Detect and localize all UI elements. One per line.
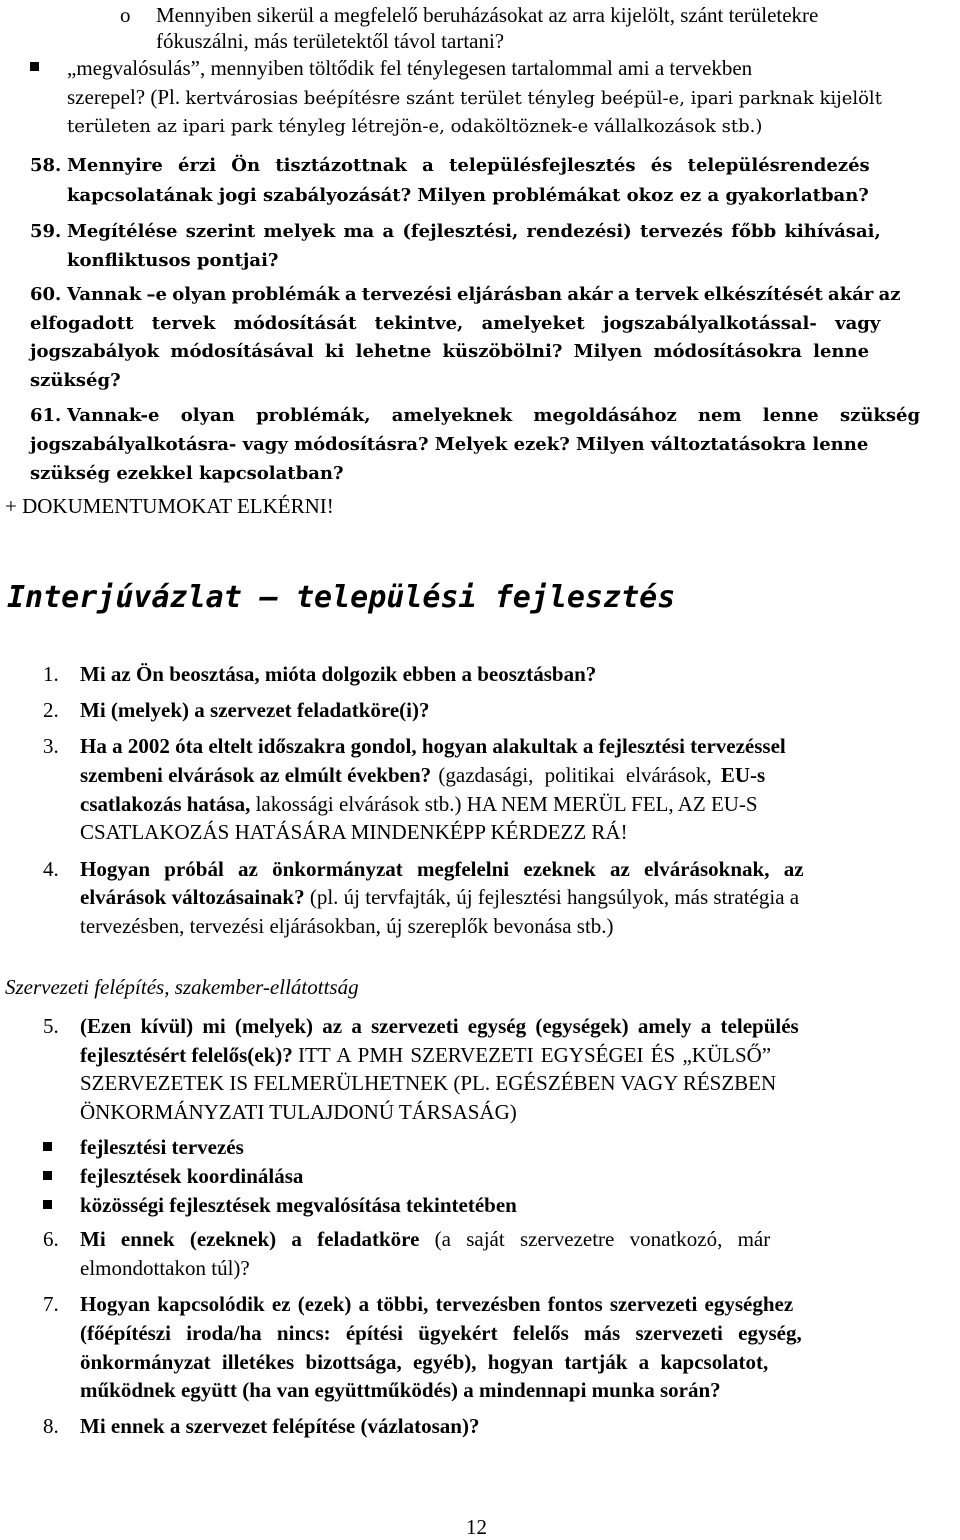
text-b: (pl. új tervfajták, új fejlesztési hangsúlyok, más stratégia a [309, 885, 800, 909]
q61-line2: jogszabályalkotásra- vagy módosításra? Melyek ezek? Milyen változtatásokra lenne [30, 434, 869, 455]
item-6-line1 [80, 1226, 770, 1252]
item-1-text: Mi az Ön beosztása, mióta dolgozik ebben a beosztásban? [80, 662, 597, 686]
text-b: (gazdasági, politikai elvárások, [438, 763, 712, 787]
item-5-line1: (Ezen kívül) mi (melyek) az a szervezeti egység (egységek) amely a település [80, 1014, 799, 1038]
text: Mennyiben sikerül a megfelelő beruházásokat az arra kijelölt, szánt területekre [156, 3, 819, 27]
q59-line1: Megítélése szerint melyek ma a (fejlesztési, rendezési) tervezés főbb kihívásai, [67, 221, 881, 242]
text-c: EU-s [720, 763, 766, 787]
item-3-line3 [80, 791, 758, 817]
square-bullet-icon [43, 1200, 52, 1209]
item-5-number: 5. [43, 1014, 59, 1038]
item-4-line2 [80, 884, 799, 910]
q60-number: 60. [30, 284, 62, 305]
q60-line3: jogszabályok módosításával ki lehetne küszöbölni? Milyen módosításokra lenne [30, 341, 870, 362]
q60-line4: szükség? [30, 370, 121, 391]
square-bullet-icon [43, 1171, 52, 1180]
square-bullet-icon [43, 1142, 52, 1151]
item-3-line4: CSATLAKOZÁS HATÁSÁRA MINDENKÉPP KÉRDEZZ RÁ! [80, 820, 628, 844]
sq-item-line2 [67, 84, 882, 112]
item-8-number: 8. [43, 1414, 59, 1438]
item-3-line2 [80, 762, 765, 788]
item-7-line1: Hogyan kapcsolódik ez (ezek) a többi, tervezésben fontos szervezeti egységhez [80, 1292, 794, 1316]
subheading: Szervezeti felépítés, szakember-ellátottság [5, 975, 359, 999]
q61-number: 61. [30, 405, 62, 426]
q60-line2: elfogadott tervek módosítását tekintve, amelyeket jogszabályalkotással- vagy [30, 313, 881, 334]
item-4-line3: tervezésben, tervezési eljárásokban, új szereplők bevonása stb.) [80, 914, 614, 938]
square-bullet-icon [30, 62, 39, 71]
q58-line1: Mennyire érzi Ön tisztázottnak a településfejlesztés és településrendezés [67, 155, 870, 176]
text-b: (a saját szervezetre vonatkozó, már [434, 1227, 771, 1251]
item-3-line1: Ha a 2002 óta eltelt időszakra gondol, hogyan alakultak a fejlesztési tervezéssel [80, 734, 786, 758]
bullet-item-3: közösségi fejlesztések megvalósítása tekintetében [80, 1193, 517, 1217]
item-8-text: Mi ennek a szervezet felépítése (vázlatosan)? [80, 1414, 480, 1438]
text-a: fejlesztésért felelős(ek)? [80, 1043, 293, 1067]
text-b: lakossági elvárások stb.) HA NEM MERÜL FEL, AZ EU-S [255, 792, 758, 816]
q59-line2: konfliktusos pontjai? [67, 250, 279, 271]
item-7-number: 7. [43, 1292, 59, 1316]
text: „megvalósulás”, mennyiben töltődik fel ténylegesen tartalommal ami a tervekben [67, 56, 753, 80]
q59-number: 59. [30, 221, 62, 242]
q58-number: 58. [30, 155, 62, 176]
item-4-number: 4. [43, 857, 59, 881]
request-documents-note: + DOKUMENTUMOKAT ELKÉRNI! [5, 494, 334, 518]
q61-line3: szükség ezekkel kapcsolatban? [30, 463, 344, 484]
item-6-number: 6. [43, 1227, 59, 1251]
section-heading: Interjúvázlat – települési fejlesztés [7, 580, 676, 615]
q61-line1: Vannak-e olyan problémák, amelyeknek megoldásához nem lenne szükség [67, 405, 921, 426]
text-a: Mi ennek (ezeknek) a feladatköre [80, 1227, 420, 1251]
bullet-o: o [120, 3, 131, 27]
item-2-number: 2. [43, 698, 59, 722]
item-7-line2: (főépítészi iroda/ha nincs: építési ügyekért felelős más szervezeti egység, [80, 1321, 802, 1345]
item-5-line2 [80, 1042, 771, 1068]
item-5-line4: ÖNKORMÁNYZATI TULAJDONÚ TÁRSASÁG) [80, 1100, 517, 1124]
text-a: elvárások változásainak? [80, 885, 305, 909]
text-a: szembeni elvárások az elmúlt években? [80, 763, 432, 787]
sq-item-line3: területen az ipari park tényleg létrejön-e, odaköltöznek-e vállalkozások stb.) [67, 116, 763, 137]
text-b: kertvárosias beépítésre szánt terület tényleg beépül-e, ipari parknak kijelölt [185, 88, 882, 109]
item-4-line1: Hogyan próbál az önkormányzat megfelelni ezeknek az elvárásoknak, az [80, 857, 804, 881]
text-a: csatlakozás hatása, [80, 792, 251, 816]
sq-item-line1 [67, 55, 954, 81]
q60-line1: Vannak –e olyan problémák a tervezési eljárásban akár a tervek elkészítését akár az [67, 284, 901, 305]
item-2-text: Mi (melyek) a szervezet feladatköre(i)? [80, 698, 430, 722]
o-item-line1 [156, 2, 956, 28]
item-7-line4: működnek együtt (ha van együttműködés) a mindennapi munka során? [80, 1378, 721, 1402]
item-7-line3: önkormányzat illetékes bizottsága, egyéb), hogyan tartják a kapcsolatot, [80, 1350, 769, 1374]
item-6-line2: elmondottakon túl)? [80, 1256, 250, 1280]
o-item-line2: fókuszálni, más területektől távol tartani? [156, 29, 505, 53]
item-1-number: 1. [43, 662, 59, 686]
page-number: 12 [466, 1515, 487, 1539]
bullet-item-2: fejlesztések koordinálása [80, 1164, 304, 1188]
item-3-number: 3. [43, 734, 59, 758]
q58-line2: kapcsolatának jogi szabályozását? Milyen problémákat okoz ez a gyakorlatban? [67, 185, 869, 206]
text-a: szerepel? (Pl. [67, 85, 181, 109]
text-b: ITT A PMH SZERVEZETI EGYSÉGEI ÉS „KÜLSŐ” [298, 1043, 772, 1067]
item-5-line3: SZERVEZETEK IS FELMERÜLHETNEK (PL. EGÉSZÉBEN VAGY RÉSZBEN [80, 1071, 777, 1095]
bullet-item-1: fejlesztési tervezés [80, 1135, 244, 1159]
